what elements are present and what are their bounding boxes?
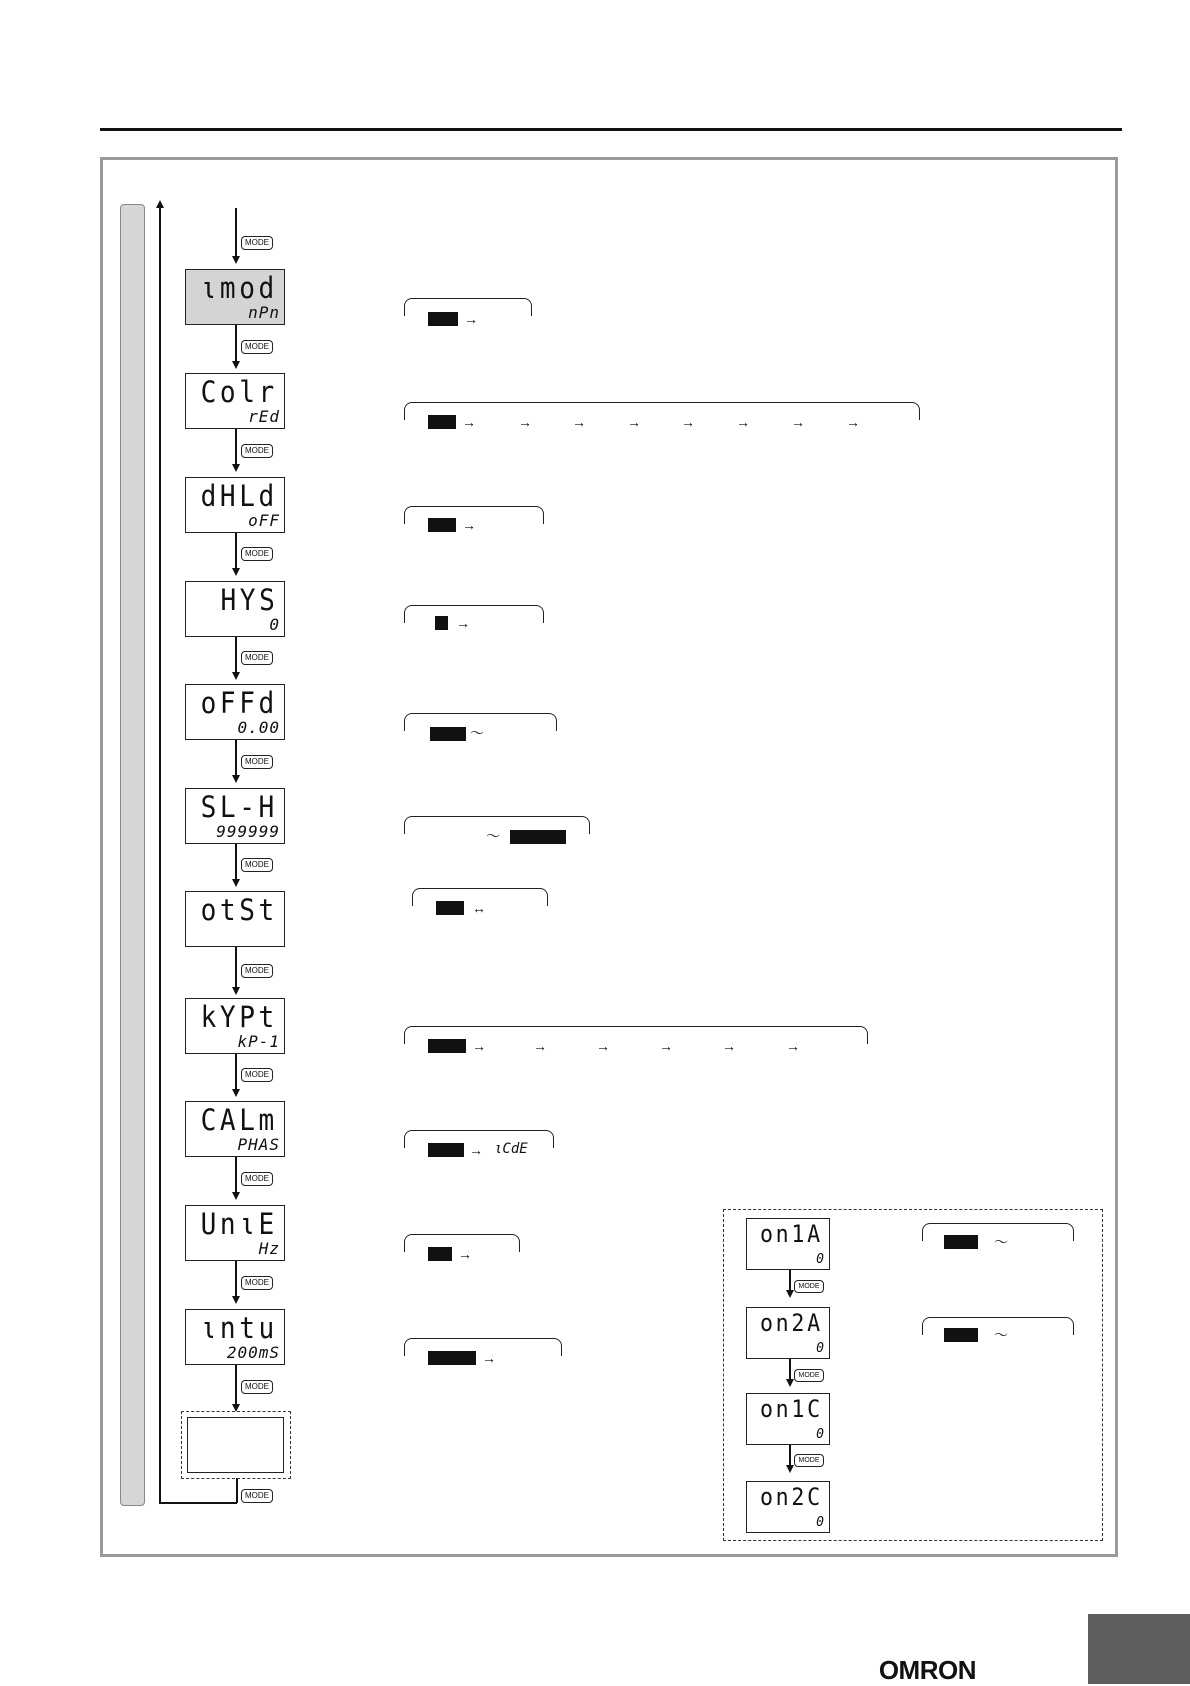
lcd-display-imod [185, 269, 285, 325]
lcd-bottom-text: PHAS [237, 1135, 280, 1154]
mode-sidebar-bar [120, 204, 145, 1506]
lcd-display-empty [187, 1417, 284, 1473]
lcd-top-text: otSt [200, 893, 278, 927]
flow-arrow-head [232, 672, 240, 680]
right-arrow-icon: → [659, 1038, 673, 1054]
header-rule [100, 128, 1122, 131]
flow-arrow-head [232, 1296, 240, 1304]
tilde-icon: ～ [486, 828, 500, 844]
return-line-vertical [159, 206, 161, 1502]
lcd-display-on1a [746, 1218, 830, 1270]
lcd-display-offd [185, 684, 285, 740]
mode-button-icon: MODE [241, 1276, 273, 1290]
lcd-display-otst [185, 891, 285, 947]
mode-button-icon: MODE [241, 340, 273, 354]
mode-button-icon: MODE [241, 1489, 273, 1503]
mode-button-icon: MODE [794, 1454, 824, 1467]
flow-line [235, 533, 237, 570]
selected-option-marker [428, 312, 458, 326]
right-arrow-icon: → [846, 414, 860, 430]
optional-display-group [181, 1411, 291, 1479]
lcd-display-on2a [746, 1307, 830, 1359]
lcd-bottom-text: rEd [248, 407, 280, 426]
right-arrow-icon: → [681, 414, 695, 430]
lcd-top-text: HYS [220, 583, 278, 617]
flow-arrow-head [786, 1290, 794, 1298]
mode-button-icon: MODE [794, 1369, 824, 1382]
flow-line [235, 1054, 237, 1091]
lcd-bottom-text: oFF [248, 511, 280, 530]
flow-arrow-head [232, 775, 240, 783]
right-arrow-icon: → [482, 1350, 496, 1366]
flow-line [235, 1365, 237, 1406]
bidirectional-arrow-icon: ↔ [472, 900, 486, 916]
right-arrow-icon: → [786, 1038, 800, 1054]
right-arrow-icon: → [462, 517, 476, 533]
lcd-bottom-text: 0.00 [237, 718, 280, 737]
right-arrow-icon: → [518, 414, 532, 430]
right-arrow-icon: → [469, 1142, 483, 1158]
return-line-stub [236, 1478, 238, 1503]
flow-arrow-head [786, 1379, 794, 1387]
flow-arrow-head [232, 1192, 240, 1200]
lcd-bottom-text: 0 [816, 1515, 825, 1530]
lcd-top-text: on1A [760, 1220, 823, 1248]
right-arrow-icon: → [458, 1246, 472, 1262]
lcd-display-on2c [746, 1481, 830, 1533]
selected-option-marker [944, 1328, 978, 1342]
lcd-display-calm [185, 1101, 285, 1157]
lcd-top-text: on1C [760, 1395, 823, 1423]
lcd-bottom-text: 999999 [216, 822, 280, 841]
lcd-display-intv [185, 1309, 285, 1365]
right-arrow-icon: → [472, 1038, 486, 1054]
mode-button-icon: MODE [241, 964, 273, 978]
flow-line [789, 1359, 791, 1379]
right-arrow-icon: → [462, 414, 476, 430]
lcd-bottom-text: 200mS [226, 1343, 280, 1362]
mode-button-icon: MODE [241, 1068, 273, 1082]
flow-line [235, 637, 237, 674]
selected-option-marker [428, 1351, 476, 1365]
selected-option-marker [428, 1247, 452, 1261]
flow-line [235, 1261, 237, 1298]
lcd-display-on1c [746, 1393, 830, 1445]
flow-arrow-head [232, 987, 240, 995]
lcd-display-hys [185, 581, 285, 637]
lcd-bottom-text: 0 [816, 1427, 825, 1442]
right-arrow-icon: → [722, 1038, 736, 1054]
selected-option-marker [436, 901, 464, 915]
tilde-icon: ～ [994, 1327, 1008, 1343]
lcd-top-text: dHLd [200, 479, 278, 513]
selected-option-marker [944, 1235, 978, 1249]
mode-button-icon: MODE [241, 1380, 273, 1394]
lcd-bottom-text: kP-1 [237, 1032, 280, 1051]
lcd-top-text: UnιE [200, 1207, 278, 1241]
mode-button-icon: MODE [241, 547, 273, 561]
lcd-top-text: on2C [760, 1483, 823, 1511]
lcd-display-unit [185, 1205, 285, 1261]
tilde-icon: ～ [994, 1234, 1008, 1250]
selected-option-marker [435, 616, 448, 630]
lcd-display-colr [185, 373, 285, 429]
lcd-top-text: SL-H [200, 790, 278, 824]
right-arrow-icon: → [596, 1038, 610, 1054]
mode-button-icon: MODE [241, 444, 273, 458]
right-arrow-icon: → [572, 414, 586, 430]
lcd-display-dhld [185, 477, 285, 533]
mode-button-icon: MODE [241, 651, 273, 665]
flow-line [235, 429, 237, 466]
lcd-top-text: oFFd [200, 686, 278, 720]
flow-line [789, 1445, 791, 1465]
selected-option-marker [428, 415, 456, 429]
return-line-horizontal [159, 1502, 237, 1504]
lcd-top-text: ιmod [200, 271, 278, 305]
flow-arrow-head [232, 464, 240, 472]
flow-line [235, 1157, 237, 1194]
right-arrow-icon: → [464, 311, 478, 327]
option-cycle-loop-hys [404, 605, 544, 623]
selected-option-marker [428, 518, 456, 532]
mode-button-icon: MODE [241, 858, 273, 872]
lcd-top-text: CALm [200, 1103, 278, 1137]
selected-option-marker [428, 1039, 466, 1053]
flow-arrow-head [232, 361, 240, 369]
return-arrow-head [156, 200, 164, 208]
mode-button-icon: MODE [241, 755, 273, 769]
lcd-top-text: on2A [760, 1309, 823, 1337]
flow-arrow-head [232, 568, 240, 576]
lcd-display-kypt [185, 998, 285, 1054]
flow-line [235, 740, 237, 777]
right-arrow-icon: → [533, 1038, 547, 1054]
lcd-bottom-text: 0 [816, 1252, 825, 1267]
flow-arrow-head [786, 1465, 794, 1473]
right-arrow-icon: → [736, 414, 750, 430]
lcd-display-sl-h [185, 788, 285, 844]
entry-line [235, 208, 237, 258]
flow-line [789, 1270, 791, 1290]
flow-arrow-head [232, 879, 240, 887]
selected-option-marker [428, 1143, 464, 1157]
lcd-bottom-text: 0 [269, 615, 280, 634]
flow-line [235, 325, 237, 363]
omron-logo: OMRON [878, 1655, 976, 1685]
lcd-top-text: kYPt [200, 1000, 278, 1034]
right-arrow-icon: → [627, 414, 641, 430]
mode-button-icon: MODE [241, 236, 273, 250]
option-value-text: ιCdE [494, 1141, 528, 1157]
option-cycle-loop-colr [404, 402, 920, 420]
flow-line [235, 947, 237, 989]
right-arrow-icon: → [791, 414, 805, 430]
entry-arrow-head [232, 256, 240, 264]
right-arrow-icon: → [456, 615, 470, 631]
mode-button-icon: MODE [241, 1172, 273, 1186]
flow-line [235, 844, 237, 881]
lcd-bottom-text: 0 [816, 1341, 825, 1356]
tilde-icon: ～ [470, 725, 484, 741]
mode-button-icon: MODE [794, 1280, 824, 1293]
lcd-bottom-text: nPn [248, 303, 280, 322]
lcd-top-text: Colr [200, 375, 278, 409]
selected-option-marker [510, 830, 566, 844]
page-tab [1088, 1614, 1190, 1684]
lcd-top-text: ιntu [200, 1311, 278, 1345]
flow-arrow-head [232, 1089, 240, 1097]
selected-option-marker [430, 727, 466, 741]
lcd-bottom-text: Hz [258, 1239, 280, 1258]
